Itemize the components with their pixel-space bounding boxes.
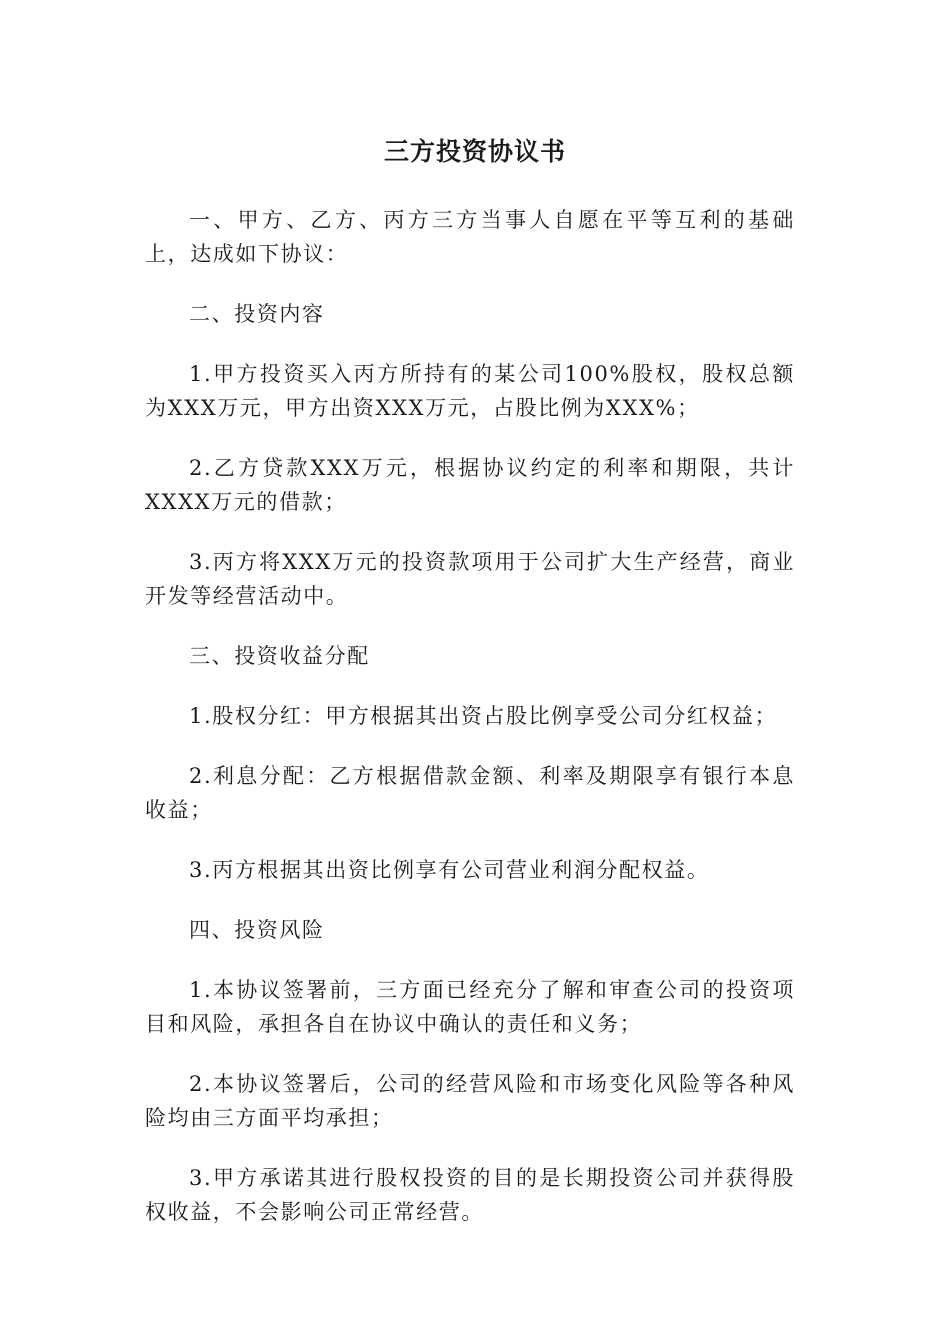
- paragraph-investment-1: 1.甲方投资买入丙方所持有的某公司100%股权，股权总额为XXX万元，甲方出资XXX万元，占股比例为XXX%；: [145, 362, 795, 420]
- paragraph-intro: 一、甲方、乙方、丙方三方当事人自愿在平等互利的基础上，达成如下协议：: [145, 208, 795, 266]
- paragraph-profit-1: 1.股权分红：甲方根据其出资占股比例享受公司分红权益；: [189, 704, 778, 728]
- section-heading-investment-risk: 四、投资风险: [189, 918, 325, 942]
- paragraph-investment-2: 2.乙方贷款XXX万元，根据协议约定的利率和期限，共计XXXX万元的借款；: [145, 456, 795, 514]
- document-title: 三方投资协议书: [383, 137, 566, 166]
- paragraph-investment-3: 3.丙方将XXX万元的投资款项用于公司扩大生产经营，商业开发等经营活动中。: [145, 550, 795, 608]
- paragraph-risk-2: 2.本协议签署后，公司的经营风险和市场变化风险等各种风险均由三方面平均承担；: [145, 1072, 795, 1130]
- section-heading-investment-content: 二、投资内容: [189, 302, 325, 326]
- paragraph-profit-2: 2.利息分配：乙方根据借款金额、利率及期限享有银行本息收益；: [145, 764, 795, 822]
- paragraph-risk-3: 3.甲方承诺其进行股权投资的目的是长期投资公司并获得股权收益，不会影响公司正常经营。: [145, 1166, 795, 1224]
- paragraph-profit-3: 3.丙方根据其出资比例享有公司营业利润分配权益。: [189, 858, 710, 882]
- document-body: [145, 203, 795, 1255]
- paragraph-risk-1: 1.本协议签署前，三方面已经充分了解和审查公司的投资项目和风险，承担各自在协议中确认的责任和义务；: [145, 978, 795, 1036]
- section-heading-profit-distribution: 三、投资收益分配: [189, 644, 370, 668]
